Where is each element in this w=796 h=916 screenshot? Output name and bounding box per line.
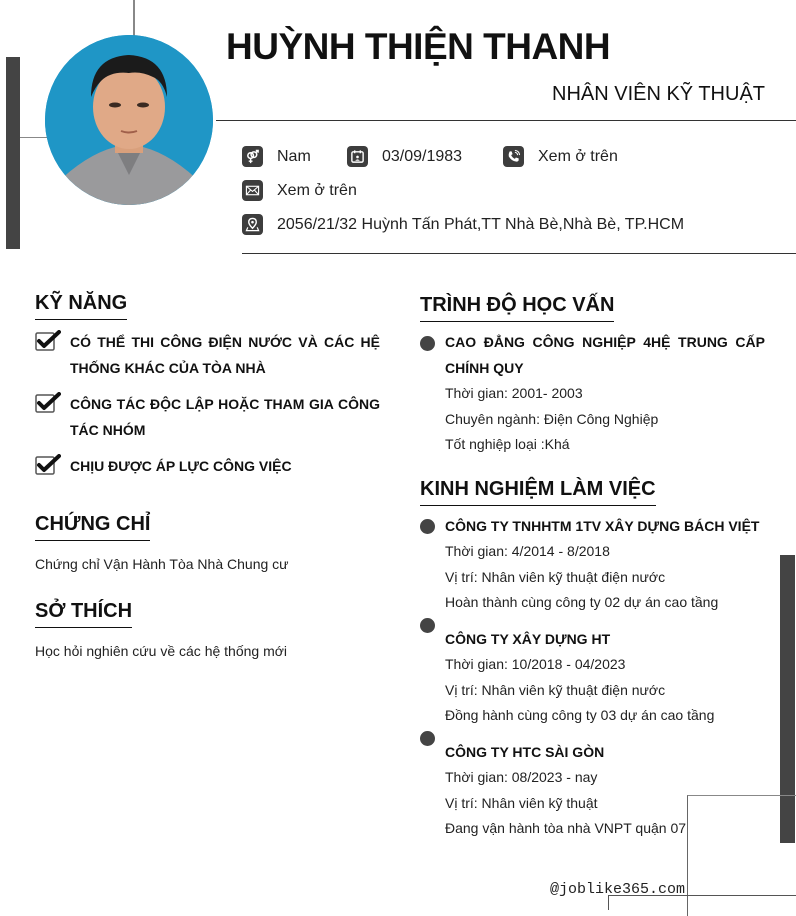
skill-text: CÓ THỂ THI CÔNG ĐIỆN NƯỚC VÀ CÁC HỆ THỐNG KHÁC CỦA TÒA NHÀ [70,334,380,376]
skill-item [35,329,380,381]
experience-title: KINH NGHIỆM LÀM VIỆC [420,478,656,506]
hobbies-title: SỞ THÍCH [35,600,132,628]
candidate-name: HUỲNH THIỆN THANH [226,26,611,67]
experience-item [420,626,765,729]
education-section [420,294,614,322]
certificates-section [35,513,150,541]
experience-note: Đồng hành cùng công ty 03 dự án cao tầng [445,707,715,723]
decorative-line-left [20,137,50,138]
education-time: Thời gian: 2001- 2003 [445,385,583,401]
skills-section [35,292,127,320]
certificate-text: Chứng chỉ Vận Hành Tòa Nhà Chung cư [35,556,289,572]
phone-icon [503,146,524,167]
gender-value: Nam [277,147,311,165]
avatar [45,35,213,205]
certificates-title: CHỨNG CHỈ [35,513,150,541]
skill-item [35,453,380,479]
contact-birthday [347,146,462,167]
skills-title: KỸ NĂNG [35,292,127,320]
header-divider [216,120,796,121]
skill-text: CHỊU ĐƯỢC ÁP LỰC CÔNG VIỆC [70,458,292,474]
bullet-icon [420,519,435,534]
experience-company: CÔNG TY TNHHTM 1TV XÂY DỰNG BÁCH VIỆT [445,518,760,534]
education-school: CAO ĐẲNG CÔNG NGHIỆP 4HỆ TRUNG CẤP CHÍNH QUY [445,334,765,376]
skill-item [35,391,380,443]
contact-email [242,180,357,201]
education-grade: Tốt nghiệp loại :Khá [445,436,570,452]
education-title: TRÌNH ĐỘ HỌC VẤN [420,294,614,322]
location-icon [242,214,263,235]
birthday-value: 03/09/1983 [382,147,463,165]
checkbox-icon [35,454,61,476]
contact-divider [242,253,796,254]
contact-phone [503,146,618,167]
calendar-icon [347,146,368,167]
checkbox-icon [35,330,61,352]
experience-note: Đang vận hành tòa nhà VNPT quận 07 [445,820,687,836]
phone-value: Xem ở trên [538,147,618,165]
contact-gender [242,146,311,167]
email-icon [242,180,263,201]
experience-position: Vị trí: Nhân viên kỹ thuật điện nước [445,681,666,698]
gender-icon [242,146,263,167]
experience-time: Thời gian: 4/2014 - 8/2018 [445,543,610,559]
bullet-icon [420,336,435,351]
experience-item [420,513,765,616]
skill-text: CÔNG TÁC ĐỘC LẬP HOẶC THAM GIA CÔNG TÁC NHÓM [70,396,380,438]
experience-position: Vị trí: Nhân viên kỹ thuật điện nước [445,568,666,585]
checkbox-icon [35,392,61,414]
education-item [420,329,765,458]
experience-time: Thời gian: 08/2023 - nay [445,769,598,785]
experience-company: CÔNG TY HTC SÀI GÒN [445,744,605,760]
experience-note: Hoàn thành cùng công ty 02 dự án cao tầng [445,594,719,610]
decorative-bar-left [6,57,20,249]
email-value: Xem ở trên [277,181,357,199]
avatar-photo [45,35,213,205]
decorative-line-top [133,0,135,36]
experience-position: Vị trí: Nhân viên kỹ thuật [445,794,598,811]
education-major: Chuyên ngành: Điện Công Nghiệp [445,410,659,427]
experience-item [420,739,765,842]
contact-address [242,214,684,235]
experience-section [420,478,656,506]
experience-time: Thời gian: 10/2018 - 04/2023 [445,656,626,672]
bullet-icon [420,731,435,746]
bullet-icon [420,618,435,633]
hobby-text: Học hỏi nghiên cứu về các hệ thống mới [35,643,288,659]
experience-company: CÔNG TY XÂY DỰNG HT [445,631,611,647]
address-value: 2056/21/32 Huỳnh Tấn Phát,TT Nhà Bè,Nhà Bè, TP.HCM [277,215,685,233]
hobbies-section [35,600,132,628]
job-title: NHÂN VIÊN KỸ THUẬT [552,83,765,105]
watermark-text: @joblike365.com [550,881,686,898]
